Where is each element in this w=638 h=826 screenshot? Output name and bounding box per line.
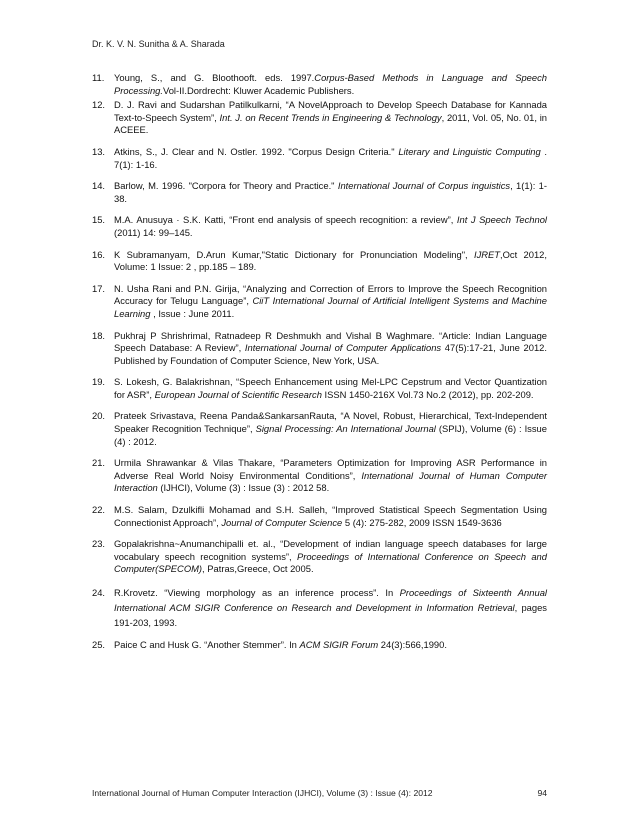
reference-italic-title: Proceedings of Sixteenth Annual International ACM SIGIR Conference on Research and Development in Information Retrieval (114, 587, 547, 613)
reference-text-segment: D. J. Ravi and Sudarshan Patilkulkarni, “A NovelApproach to Develop Speech Database for Kannada Text-to-Speech System”, (114, 99, 547, 123)
reference-entry (92, 410, 547, 448)
reference-italic-title: ACM SIGIR Forum (299, 639, 379, 650)
reference-text-segment: N. Usha Rani and P.N. Girija, “Analyzing and Correction of Errors to Improve the Speech Recognition Accuracy for Telugu Language”, (114, 282, 547, 307)
reference-italic-title: Int. J. on Recent Trends in Engineering & Technology (219, 111, 442, 123)
reference-text-segment: 47(5):17-21, June 2012. Published by Foundation of Computer Science, New York, USA. (114, 342, 547, 366)
reference-text-segment: R.Krovetz. “Viewing morphology as an inference process”. In (114, 587, 400, 598)
reference-text-segment: , 1(1): 1-38. (114, 180, 547, 204)
reference-text-segment: Atkins, S., J. Clear and N. Ostler. 1992. "Corpus Design Criteria." (114, 145, 399, 157)
reference-number: 22. (92, 504, 106, 516)
reference-italic-title: European Journal of Scientific Research (154, 388, 322, 400)
reference-entry (92, 538, 547, 576)
reference-entry (92, 146, 547, 171)
reference-text-segment: K Subramanyam, D.Arun Kumar,"Static Dictionary for Pronunciation Modeling", (114, 248, 474, 260)
reference-number: 17. (92, 282, 106, 294)
reference-text-segment: 24(3):566,1990. (378, 639, 447, 650)
reference-number: 13. (92, 145, 106, 157)
reference-italic-title: International Journal of Computer Applications (244, 342, 442, 354)
reference-text-segment: Pukhraj P Shrishrimal, Ratnadeep R Deshmukh and Vishal B Waghmare. “Article: Indian Language Speech Database: A Review”, (114, 329, 547, 354)
reference-entry (92, 214, 547, 239)
reference-entry (92, 639, 547, 652)
reference-text-segment: Paice C and Husk G. “Another Stemmer”. In (114, 639, 300, 650)
reference-text-segment: Barlow, M. 1996. "Corpora for Theory and Practice." (114, 180, 338, 192)
reference-text (114, 376, 547, 401)
reference-number: 21. (92, 457, 106, 469)
reference-text (114, 249, 547, 274)
reference-entry (92, 180, 547, 205)
reference-italic-title: International Journal of Human Computer Interaction (114, 469, 547, 494)
reference-text-segment: (2011) 14: 99–145. (114, 226, 193, 238)
reference-entry (92, 283, 547, 321)
reference-entry (92, 585, 547, 630)
reference-entry (92, 330, 547, 368)
reference-italic-title: International Journal of Corpus inguistics (337, 180, 511, 192)
reference-entry (92, 376, 547, 401)
reference-italic-title: CiiT International Journal of Artificial Intelligent Systems and Machine Learning (114, 295, 547, 319)
page-footer (92, 788, 547, 798)
reference-text-segment: ISSN 1450-216X Vol.73 No.2 (2012), pp. 202-209. (321, 388, 534, 400)
reference-text (114, 538, 547, 576)
reference-text-segment: , pages 191-203, 1993. (114, 602, 547, 628)
reference-number: 24. (92, 587, 106, 598)
reference-number: 23. (92, 538, 106, 550)
reference-text-segment: Young, S., and G. Bloothooft. eds. 1997. (114, 72, 315, 83)
reference-text-segment: Vol-II.Dordrecht: Kluwer Academic Publishers. (162, 84, 355, 96)
reference-entry (92, 504, 547, 529)
reference-text-segment: M.S. Salam, Dzulkifli Mohamad and S.H. Salleh, “Improved Statistical Speech Segmentation Using Connectionist Approach”, (114, 504, 547, 528)
reference-text (114, 214, 547, 239)
reference-number: 25. (92, 639, 106, 650)
reference-text (114, 283, 547, 321)
reference-text (114, 504, 547, 529)
reference-entry (92, 99, 547, 137)
reference-entry (92, 72, 547, 97)
reference-text (114, 146, 547, 171)
reference-text-segment: (SPIJ), Volume (6) : Issue (4) : 2012. (114, 423, 547, 447)
reference-text-segment: , Issue : June 2011. (150, 307, 235, 319)
reference-list (92, 72, 547, 661)
reference-italic-title: Literary and Linguistic Computing (398, 145, 541, 157)
reference-text (114, 99, 547, 137)
reference-text (114, 639, 547, 652)
reference-text (114, 72, 547, 97)
reference-text (114, 457, 547, 495)
reference-italic-title: Proceedings of International Conference on Speech and Computer(SPECOM) (114, 550, 547, 575)
reference-italic-title: Int J Speech Technol (456, 214, 547, 226)
reference-number: 18. (92, 329, 106, 341)
reference-number: 14. (92, 180, 106, 192)
reference-italic-title: IJRET (473, 248, 501, 260)
reference-italic-title: Signal Processing: An International Journal (255, 423, 436, 435)
reference-text (114, 410, 547, 448)
reference-number: 15. (92, 214, 106, 226)
reference-text (114, 330, 547, 368)
reference-italic-title: Journal of Computer Science (221, 516, 343, 528)
reference-entry (92, 249, 547, 274)
reference-text-segment: ,Oct 2012, Volume: 1 Issue: 2 , pp.185 – 189. (114, 248, 547, 273)
reference-text-segment: S. Lokesh, G. Balakrishnan, “Speech Enhancement using Mel-LPC Cepstrum and Vector Quantization for ASR”, (114, 376, 547, 400)
reference-text-segment: , Patras,Greece, Oct 2005. (202, 563, 314, 575)
reference-text (114, 585, 547, 630)
reference-italic-title: Corpus-Based Methods in Language and Speech Processing. (114, 72, 547, 96)
reference-text-segment: Gopalakrishna~Anumanchipalli et. al., “Development of indian language speech databases for large vocabulary speech recognition systems”, (114, 538, 547, 562)
reference-text (114, 180, 547, 205)
reference-text-segment: (IJHCI), Volume (3) : Issue (3) : 2012 58. (157, 482, 330, 494)
reference-number: 11. (92, 72, 105, 83)
reference-text-segment: Prateek Srivastava, Reena Panda&SankarsanRauta, “A Novel, Robust, Hierarchical, Text-Independent Speaker Recognition Technique”, (114, 410, 547, 435)
reference-text-segment: . 7(1): 1-16. (114, 145, 547, 170)
page-number: 94 (537, 788, 547, 798)
reference-text-segment: , 2011, Vol. 05, No. 01, in ACEEE. (114, 111, 547, 136)
reference-number: 16. (92, 248, 106, 260)
reference-text-segment: M.A. Anusuya · S.K. Katti, “Front end analysis of speech recognition: a review”, (114, 214, 457, 226)
reference-entry (92, 457, 547, 495)
running-header-authors: Dr. K. V. N. Sunitha & A. Sharada (92, 39, 225, 49)
reference-number: 19. (92, 376, 106, 388)
reference-text-segment: 5 (4): 275-282, 2009 ISSN 1549-3636 (342, 516, 502, 528)
reference-number: 20. (92, 410, 106, 422)
footer-journal-citation: International Journal of Human Computer Interaction (IJHCI), Volume (3) : Issue (4): 2012 (92, 788, 433, 798)
reference-text-segment: Urmila Shrawankar & Vilas Thakare, “Parameters Optimization for Improving ASR Performance in Adverse Real World Noisy Environmental Conditions”, (114, 457, 547, 481)
reference-number: 12. (92, 99, 106, 111)
